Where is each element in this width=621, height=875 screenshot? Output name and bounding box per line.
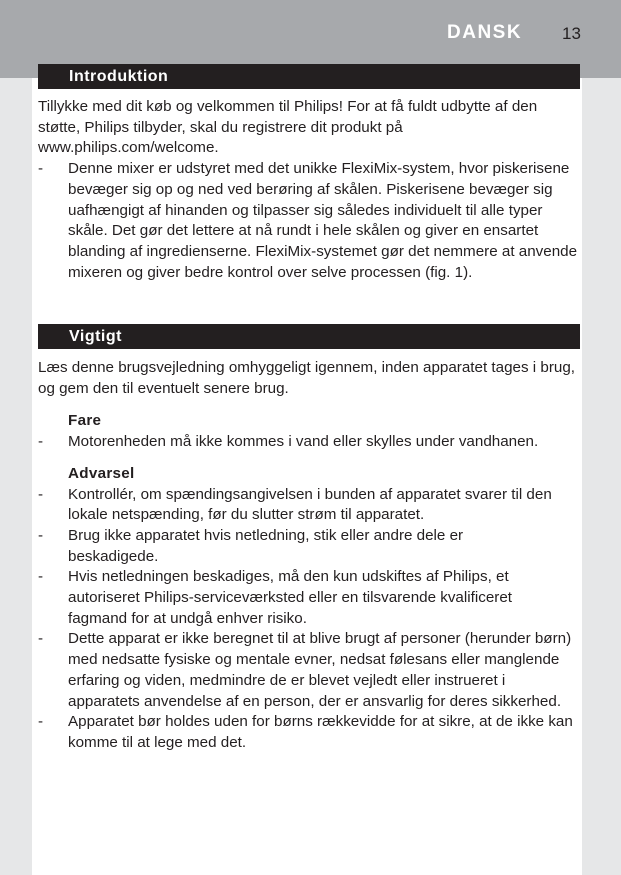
dash-bullet: - [38,485,44,503]
list-item [38,159,578,283]
vigtigt-content [38,358,588,754]
advarsel-item-text: Brug ikke apparatet hvis netledning, stik eller andre dele er beskadigede. [68,526,464,565]
list-item [38,712,578,753]
advarsel-item-text: Apparatet bør holdes uden for børns rækkevidde for at sikre, at de ikke kan komme til at lege med det. [68,713,573,751]
fare-item-text: Motorenheden må ikke kommes i vand eller skylles under vandhanen. [68,433,539,451]
dash-bullet: - [38,433,44,451]
left-margin-band [0,78,32,875]
page-number: 13 [562,24,581,43]
list-item [38,567,573,629]
dash-bullet: - [38,568,44,586]
section-heading-introduktion: Introduktion [38,64,580,89]
list-item [38,629,578,712]
list-item [38,526,548,567]
intro-bullet-text: Denne mixer er udstyret med det unikke FlexiMix-system, hvor piskerisene bevæger sig op og ned ved berøring af skålen. Piskerisene bevæger sig uafhængigt af hinanden og tilpasser sig således individuelt til alle typer skåle. Det gør det lettere at nå rundt i hele skålen og giver en ensartet blanding af ingredienserne. FlexiMix-systemet gør det nemmere at anvende mixeren og giver bedre kontrol over selve processen (fig. 1). [68,160,578,281]
dash-bullet: - [38,526,44,544]
introduktion-content [38,97,588,283]
intro-paragraph: Tillykke med dit køb og velkommen til Philips! For at få fuldt udbytte af den støtte, Philips tilbyder, skal du registrere dit produkt på www.philips.com/welcome. [38,98,538,157]
list-item [38,485,578,526]
dash-bullet: - [38,160,44,178]
advarsel-item-text: Kontrollér, om spændingsangivelsen i bunden af apparatet svarer til den lokale netspænding, før du slutter strøm til apparatet. [68,485,552,524]
language-label: DANSK [447,22,523,43]
dash-bullet: - [38,713,44,731]
list-item [38,432,588,453]
section-heading-vigtigt: Vigtigt [38,324,580,349]
advarsel-item-text: Hvis netledningen beskadiges, må den kun udskiftes af Philips, et autoriseret Philips-serviceværksted eller en tilsvarende kvalificeret fagmand for at undgå enhver risiko. [68,568,512,627]
advarsel-item-text: Dette apparat er ikke beregnet til at blive brugt af personer (herunder børn) med nedsatte fysiske og mentale evner, nedsat følesans eller manglende erfaring og viden, medmindre de er blevet vejledt eller instrueret i apparatets anvendelse af en person, der er ansvarlig for deres sikkerhed. [68,630,572,710]
dash-bullet: - [38,630,44,648]
fare-heading: Fare [68,412,102,430]
vigtigt-paragraph: Læs denne brugsvejledning omhyggeligt igennem, inden apparatet tages i brug, og gem den til eventuelt senere brug. [38,359,575,397]
advarsel-heading: Advarsel [68,464,135,482]
